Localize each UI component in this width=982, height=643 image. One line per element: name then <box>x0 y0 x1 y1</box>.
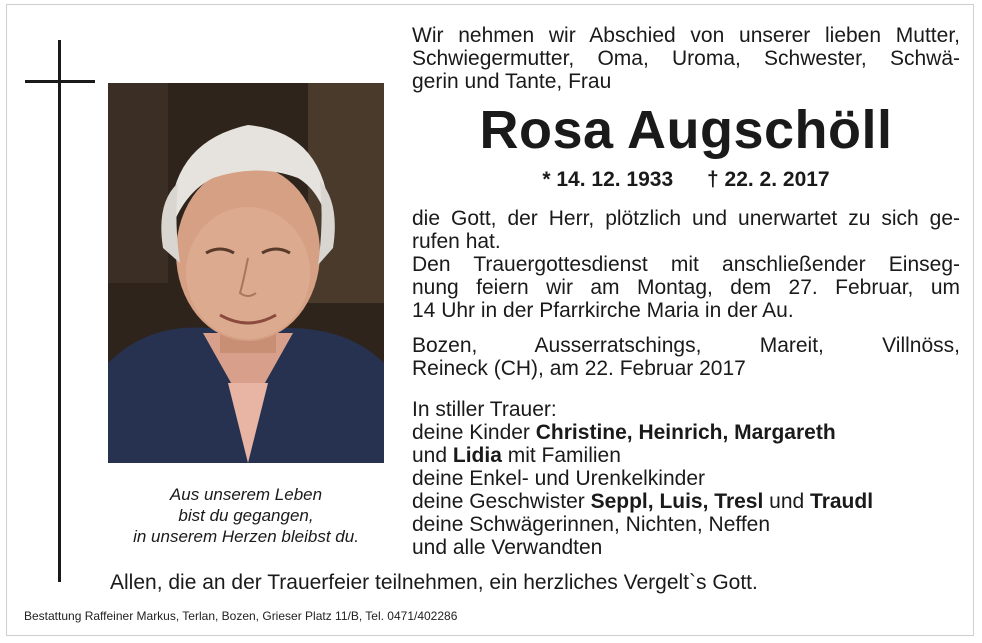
birth-date: * 14. 12. 1933 <box>542 168 674 191</box>
memorial-verse <box>108 484 384 547</box>
mourners-inlaws: deine Schwägerinnen, Nichten, Neffen <box>412 513 771 536</box>
mourners-siblings: deine Geschwister Seppl, Luis, Tresl und Traudl <box>412 490 874 513</box>
place-line: Reineck (CH), am 22. Februar 2017 <box>412 357 746 380</box>
mourners-list <box>412 398 960 559</box>
mourners-relatives: und alle Verwandten <box>412 536 603 559</box>
body-line: 14 Uhr in der Pfarrkirche Maria in der Au. <box>412 299 794 322</box>
life-dates <box>412 168 960 192</box>
cross-icon-horizontal <box>25 80 95 83</box>
mourners-heading: In stiller Trauer: <box>412 398 557 421</box>
place-date <box>412 334 960 380</box>
announcement-text <box>412 207 960 322</box>
mourners-children: deine Kinder Christine, Heinrich, Margareth <box>412 421 836 444</box>
body-line: nung feiern wir am Montag, dem 27. Februar, um <box>412 276 960 299</box>
deceased-name: Rosa Augschöll <box>479 100 893 160</box>
mourners-grandchildren: deine Enkel- und Urenkelkinder <box>412 467 706 490</box>
body-line: Den Trauergottesdienst mit anschließender Einseg- <box>412 253 960 276</box>
intro-line: Wir nehmen wir Abschied von unserer lieben Mutter, <box>412 24 960 47</box>
verse-line: in unserem Herzen bleibst du. <box>133 527 359 546</box>
cross-icon-vertical <box>58 40 61 582</box>
mourners-children-cont: und Lidia mit Familien <box>412 444 621 467</box>
death-date: † 22. 2. 2017 <box>707 168 830 191</box>
place-line: Bozen, Ausserratschings, Mareit, Villnöss, <box>412 334 960 357</box>
verse-line: Aus unserem Leben <box>169 485 323 504</box>
intro-line: Schwiegermutter, Oma, Uroma, Schwester, Schwä- <box>412 47 960 70</box>
portrait-photo <box>108 83 384 463</box>
body-line: rufen hat. <box>412 230 501 253</box>
closing-thanks: Allen, die an der Trauerfeier teilnehmen, ein herzliches Vergelt`s Gott. <box>110 571 758 594</box>
verse-line: bist du gegangen, <box>178 506 314 525</box>
intro-line: gerin und Tante, Frau <box>412 70 612 93</box>
intro-text <box>412 24 960 93</box>
body-line: die Gott, der Herr, plötzlich und unerwartet zu sich ge- <box>412 207 960 230</box>
funeral-home-footer: Bestattung Raffeiner Markus, Terlan, Bozen, Grieser Platz 11/B, Tel. 0471/402286 <box>24 609 458 623</box>
